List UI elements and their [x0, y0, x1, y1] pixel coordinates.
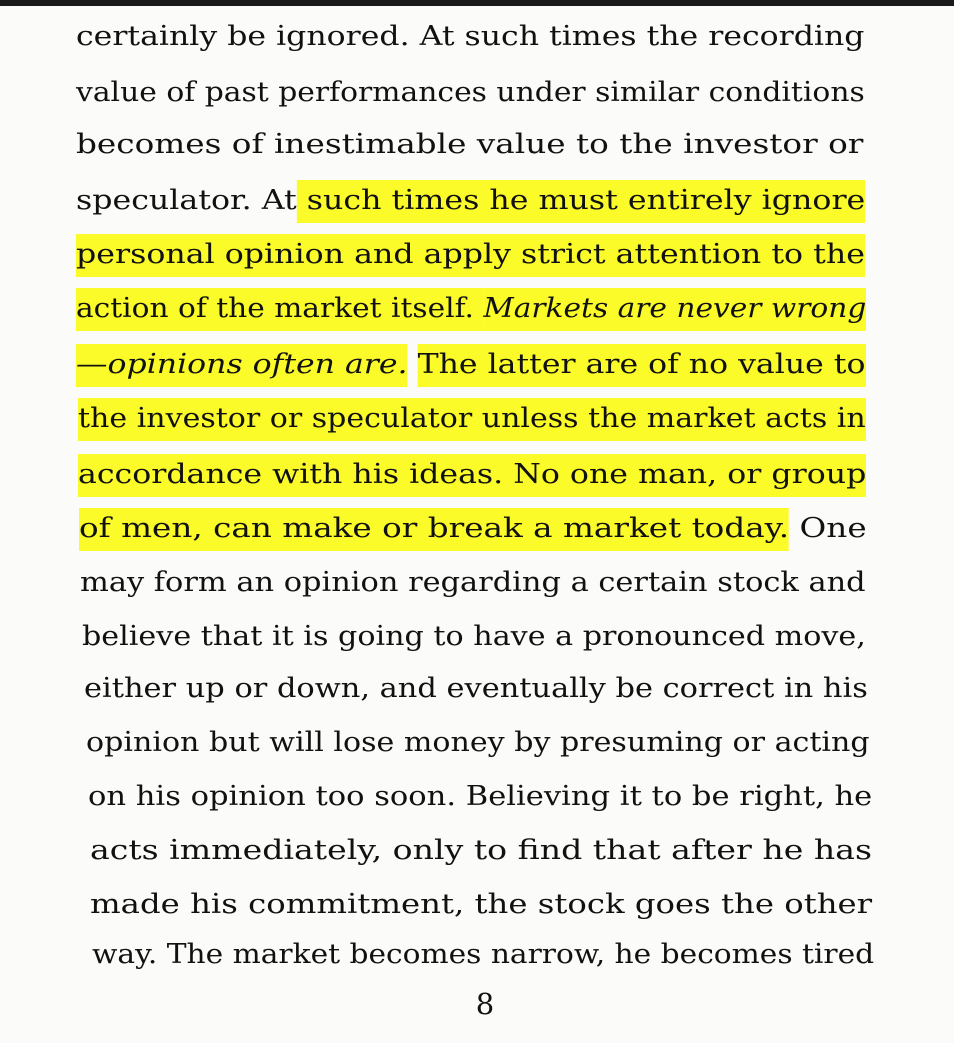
highlighted-text: such times he must entirely ignore [297, 180, 866, 223]
highlighted-text: personal opinion and apply strict attention to the [76, 234, 865, 277]
highlighted-text: of men, can make or break a market today. [79, 508, 789, 551]
page-number: 8 [475, 987, 495, 1021]
text-line [92, 934, 874, 974]
text-segment: way. The market becomes narrow, he becomes tired [92, 938, 875, 970]
text-segment: One [789, 512, 867, 544]
highlighted-text: accordance with his ideas. No one man, or group [78, 454, 866, 497]
text-segment: may form an opinion regarding a certain stock and [80, 566, 866, 598]
text-line [76, 344, 865, 384]
text-line [76, 16, 864, 56]
text-segment: acts immediately, only to find that after he has [90, 834, 872, 866]
highlighted-text: The latter are of no value to [418, 344, 866, 387]
text-line [86, 722, 870, 762]
text-line [78, 454, 866, 494]
highlighted-text: the investor or speculator unless the market acts in [78, 398, 866, 441]
text-segment [408, 348, 418, 380]
text-segment: becomes of inestimable value to the investor or [76, 128, 864, 160]
text-segment: certainly be ignored. At such times the recording [76, 20, 865, 52]
text-segment: value of past performances under similar conditions [76, 76, 865, 108]
highlighted-text: Markets are never wrong [483, 288, 866, 331]
text-line [90, 884, 872, 924]
text-line [80, 562, 866, 602]
highlighted-text: action of the market itself. [76, 288, 483, 331]
text-line [82, 616, 866, 656]
text-line [76, 124, 863, 164]
text-line [76, 288, 866, 328]
text-line [76, 72, 865, 112]
text-line [78, 398, 866, 438]
text-line [76, 180, 865, 220]
text-segment: either up or down, and eventually be correct in his [84, 672, 868, 704]
highlighted-text: —opinions often are. [76, 344, 408, 387]
text-segment: opinion but will lose money by presuming or acting [86, 726, 870, 758]
text-segment: speculator. At [76, 184, 297, 216]
text-segment: made his commitment, the stock goes the other [90, 888, 873, 920]
text-line [84, 668, 868, 708]
text-line [90, 830, 872, 870]
text-segment: believe that it is going to have a pronounced move, [82, 620, 866, 652]
text-segment: on his opinion too soon. Believing it to be right, he [88, 780, 873, 812]
text-line [79, 508, 867, 548]
text-line [88, 776, 872, 816]
text-line [76, 234, 865, 274]
